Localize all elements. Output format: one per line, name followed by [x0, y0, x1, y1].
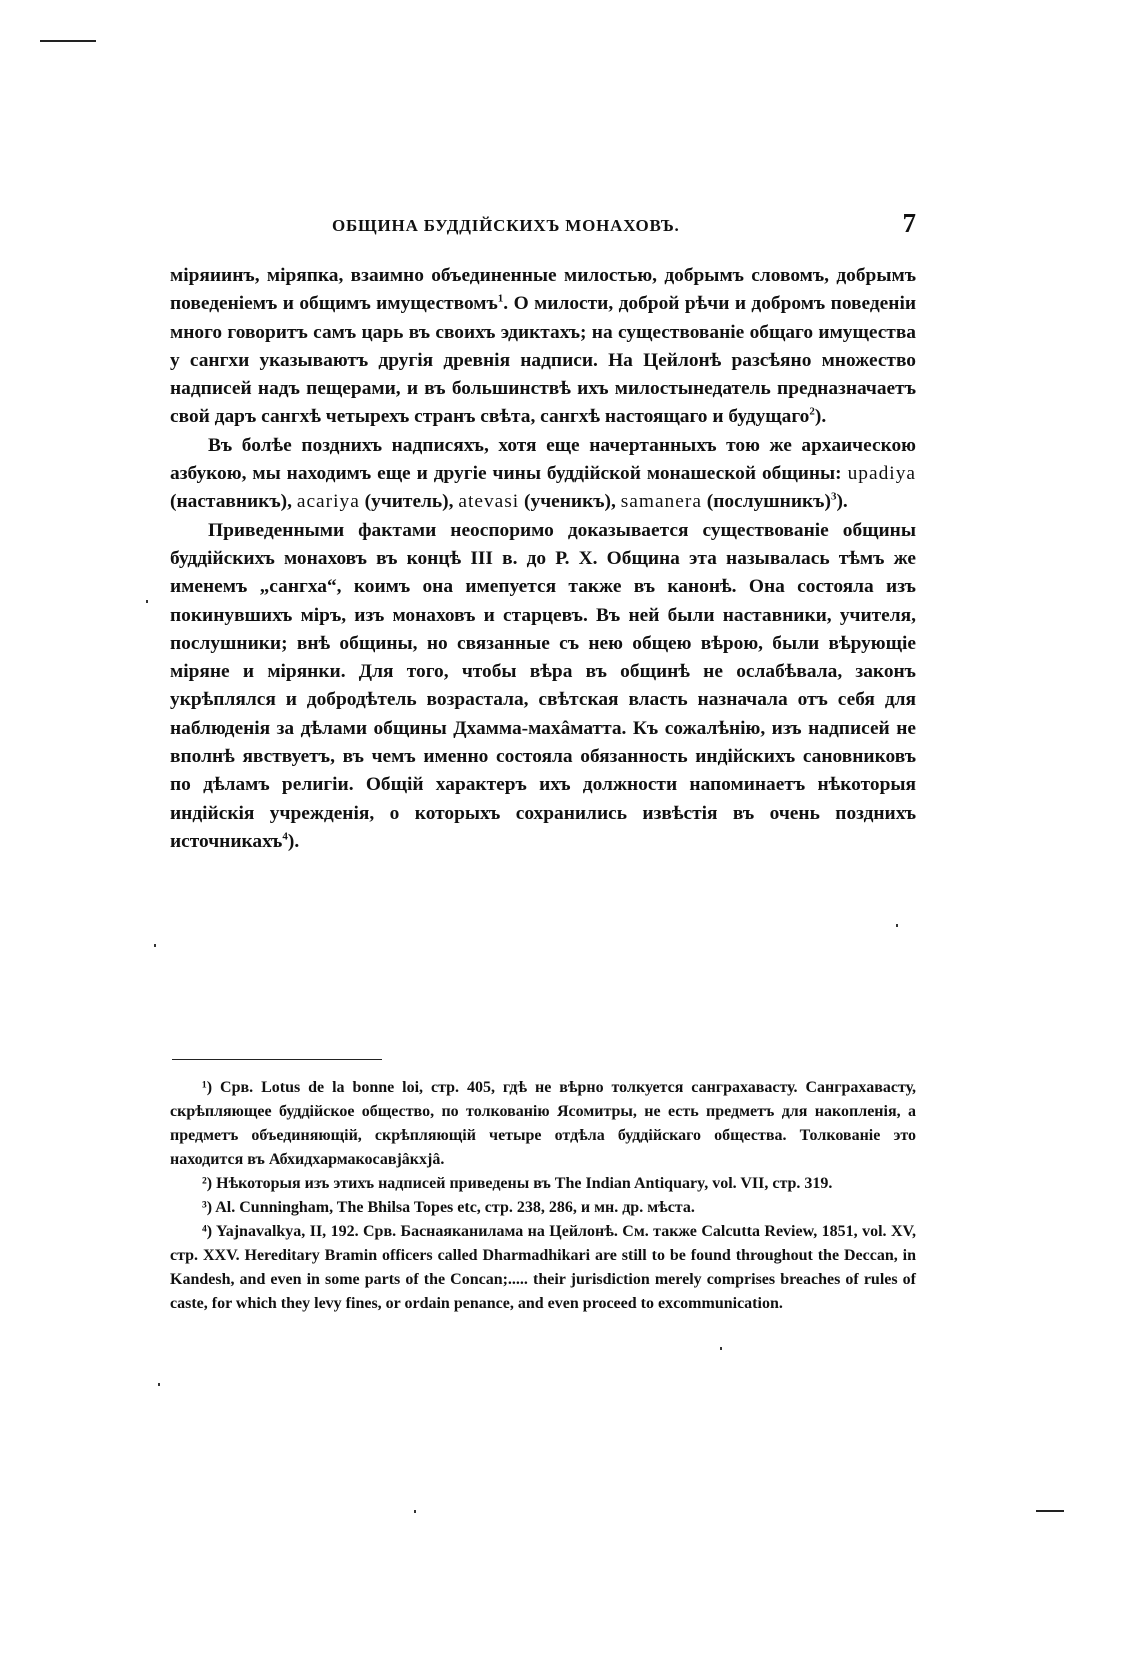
paragraph-text: . О милости, доброй рѣчи и добромъ поведеніи много говоритъ самъ царь въ своихъ эдиктахъ; на существованіе общаго имущества у сангхи указываютъ другія древнія надписи. На Цейлонѣ разсѣяно множество надписей надъ пещерами, и въ большинствѣ ихъ милостынедатель предназначаетъ свой даръ сангхѣ четырехъ странъ свѣта, сангхѣ настоящаго и будущаго: [170, 293, 917, 428]
footnote-4: ⁴) Yajnavalkya, II, 192. Срв. Баснаяканилама на Цейлонѣ. См. также Calcutta Review, 1851, vol. XV, стр. XXV. Hereditary Bramin officers called Dharmadhikari are still to be found throughout the Deccan, in Kandesh, and even in some parts of the Concan;..... their jurisdiction merely comprises breaches of rules of caste, for which they levy fines, or ordain penance, and even proceed to excommunication.: [170, 1223, 916, 1312]
term-gloss: (учитель),: [359, 491, 459, 513]
paragraph-text: ).: [836, 491, 848, 513]
footnotes: [170, 1076, 916, 1316]
paragraph-text: ).: [814, 406, 827, 428]
page-number: 7: [902, 208, 916, 238]
paragraph-text: ).: [287, 830, 300, 852]
footnote-ref: 2: [809, 406, 815, 419]
footnote-ref: 1: [497, 292, 504, 305]
footnote-1: ¹) Срв. Lotus de la bonne loi, стр. 405, гдѣ не вѣрно толкуется санграхавасту. Санграхавасту, скрѣпляющее буддійское общество, по толкованію Ясомитры, не есть предметъ для накопленія, а предметъ объединяющій, скрѣпляющій четыре отдѣла буддійскаго общества. Толкованіе это находится въ Абхидхармакосавјâкхјâ.: [170, 1079, 916, 1168]
pali-term: samanera: [620, 491, 702, 513]
scan-speck: [146, 600, 148, 603]
scan-speck: [896, 924, 898, 927]
scan-speck: [154, 944, 156, 947]
footnote-3: ³) Al. Cunningham, The Bhilsa Topes etc, стр. 238, 286, и мн. др. мѣста.: [202, 1199, 695, 1216]
pali-term: upadiya: [847, 463, 916, 485]
paragraph-3: [170, 517, 916, 857]
scan-edge-mark: [1036, 1510, 1064, 1512]
footnote-2: ²) Нѣкоторыя изъ этихъ надписей приведены въ The Indian Antiquary, vol. VII, стр. 319.: [202, 1175, 833, 1192]
paragraph-text: Приведенными фактами неоспоримо доказывается существованіе общины буддійскихъ монаховъ въ концѣ III в. до Р. Х. Община эта называлась тѣмъ же именемъ „сангха“, коимъ она имепуется также въ канонѣ. Она состояла изъ покинувшихъ міръ, изъ монаховъ и старцевъ. Въ ней были наставники, учителя, послушники; внѣ общины, но связанные съ нею общею вѣрою, были вѣрующіе міряне и мірянки. Для того, чтобы вѣра въ общинѣ не ослабѣвала, законъ укрѣплялся и добродѣтель возрастала, свѣтская власть назначала отъ себя для наблюденія за дѣлами общины Дхамма-махâматта. Къ сожалѣнію, изъ надписей не вполнѣ явствуетъ, въ чемъ именно состояла обязанность индійскихъ сановниковъ по дѣламъ религіи. Общій характеръ ихъ должности напоминаетъ нѣкоторыя индійскія учрежденія, о которыхъ сохранились извѣстія въ очень позднихъ источникахъ: [170, 519, 916, 852]
term-gloss: (послушникъ): [701, 491, 831, 513]
running-head: [170, 208, 920, 244]
pali-term: atevasi: [458, 491, 520, 513]
paragraph-text: Въ болѣе позднихъ надписяхъ, хотя еще начертанныхъ тою же архаическою азбукою, мы находимъ еще и другіе чины буддійской монашеской общины:: [170, 434, 916, 485]
paragraph-1: [170, 262, 916, 432]
pali-term: acariya: [296, 491, 360, 513]
paragraph-text: міряиинъ, міряпка, взаимно объединенные милостью, добрымъ словомъ, добрымъ поведеніемъ и общимъ имуществомъ: [170, 265, 916, 315]
term-gloss: (наставникъ),: [170, 491, 297, 513]
footnote-ref: 3: [830, 490, 837, 503]
scan-edge-mark: [40, 40, 96, 42]
running-title: ОБЩИНА БУДДІЙСКИХЪ МОНАХОВЪ.: [332, 216, 680, 235]
paragraph-2: [170, 432, 916, 517]
scan-speck: [720, 1347, 722, 1350]
scan-speck: [158, 1383, 160, 1386]
footnote-ref: 4: [282, 830, 288, 843]
main-text: [170, 262, 916, 856]
scan-speck: [414, 1510, 416, 1513]
footnote-separator: [172, 1059, 382, 1060]
term-gloss: (ученикъ),: [519, 491, 621, 513]
